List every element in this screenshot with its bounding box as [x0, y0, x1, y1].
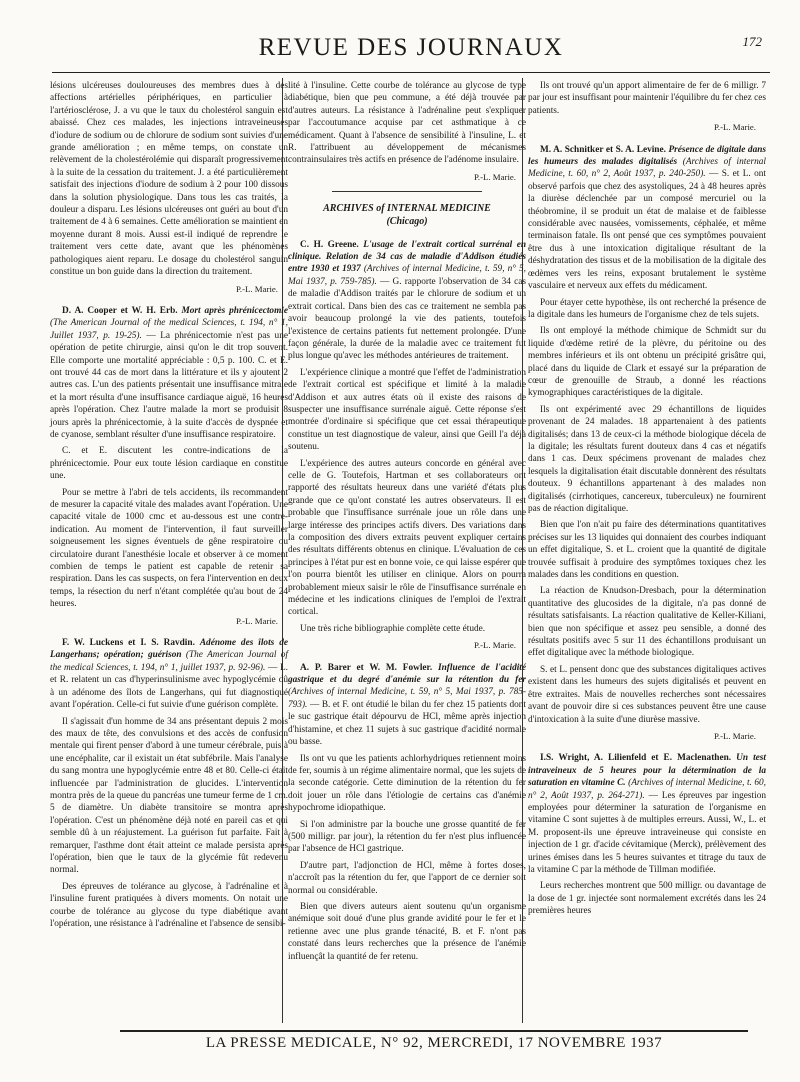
section-divider: [332, 191, 482, 192]
paragraph: La réaction de Knudson-Dresbach, pour la détermination quantitative des glucosides de la digitale, n'a pas donné de résultats satisfaisants. La réaction qualitative de Keller-Kiliani, bien que non spécifique et assez peu sensible, a donné des résultats positifs avec 5 sur 11 des échantillons produisant un effet digitalique avec la méthode biologique.: [528, 586, 766, 659]
article-text: — B. et F. ont étudié le bilan du fer chez 15 patients dont le suc gastrique était dépourvu de HCl, même après injection d'histamine, et chez 11 sujets à suc gastrique d'acidité normale ou basse.: [288, 699, 526, 748]
article-authors: C. H. Greene.: [300, 239, 359, 250]
article-title: Influence de l'acidité gastrique et du degré d'anémie sur la rétention du fer: [288, 662, 527, 686]
article-source: (Archives of internal Medicine, t. 60, n° 2, Août 1937, p. 240-250).: [528, 157, 766, 180]
paragraph: Pour se mettre à l'abri de tels accidents, ils recommandent de mesurer la capacité vitale des malades avant l'opération. Une capacité vitale de 1000 cmc et au-dessous est une contre-indication. Au moment de l'intervention, il faut surveiller soigneusement les signes éventuels de gêne respiratoire ou circulatoire durant l'anesthésie locale et observer à ce moment combien de temps le patient est capable de retenir sa respiration. Dans les cas suspects, on fera l'intervention en deux temps, la résection du nerf n'étant complétée qu'au bout de 24 heures.: [50, 487, 288, 610]
paragraph: Si l'on administre par la bouche une grosse quantité de fer (500 milligr. par jour), la rétention du fer n'est plus influencée par l'absence de HCl gastrique.: [288, 819, 526, 855]
article-text: — G. rapporte l'observation de 34 cas de maladie d'Addison traités par le chlorure de sodium et un extrait cortical. Dans bien des cas ce traitement ne sembla pas avoir beaucoup prolongé la vie des patients, toutefois l'existence de certains patients fut nettement prolongée. D'une façon générale, la durée de la maladie avec ce traitement fut plus longue qu'avec les méthodes antérieures de traitement.: [288, 276, 526, 362]
article-source: (The American Journal of the medical Sciences, t. 194, n° 1, juillet 1937, p. 92-96).: [50, 650, 288, 673]
journal-section-title: REVUE DES JOURNAUX: [258, 34, 564, 61]
paragraph: Il s'agissait d'un homme de 34 ans présentant depuis 2 mois des maux de tête, des convulsions et des accès de confusion mentale qui firent penser d'abord à une tumeur cérébrale, puis à une encéphalite, car il existait un état subfébrile. Mais l'analyse du sang montra une hypoglycémie entre 48 et 80. Celle-ci était influencée par l'administration de glucides. L'intervention montra près de la queue du pancréas une tumeur ferme de 1 cm. 5 de diamètre. Un diabète transitoire se montra après l'opération. C'est un phénomène déjà noté en pareil cas et qui semble dû à un réajustement. La guérison fut parfaite. Fait à remarquer, l'asthme dont était atteint ce malade persista après l'opération, bien que le taux de la glycémie fût redevenu normal.: [50, 716, 288, 876]
article-title: L'usage de l'extrait cortical surrénal en clinique. Relation de 34 cas de maladie d'Addison étudiés entre 1930 et 1937: [288, 239, 526, 275]
paragraph: L'expérience clinique a montré que l'effet de l'administration de l'extrait cortical est spécifique et limité à la maladie d'Addison et aux autres états où il existe des raisons de suspecter une insuffisance surrénale aiguë. Cette réponse s'est montrée d'ordinaire si spécifique que cet essai thérapeutique constitue un test diagnostique de valeur, ainsi que Geill l'a déjà soutenu.: [288, 367, 526, 453]
signature: P.-L. Marie.: [235, 615, 278, 626]
article-text: — L. et R. relatent un cas d'hyperinsulinisme avec hypoglycémie dû à un adénome des îlots de Langerhans, qui fut diagnostiqué avant l'opération. Celle-ci fut suivie d'une guérison complète.: [50, 662, 288, 711]
article-authors: M. A. Schnitker et S. A. Levine.: [540, 144, 666, 155]
article-source: (Archives of internal Medicine, t. 59, n° 5, Mai 1937, p. 759-785).: [288, 264, 527, 287]
article-paragraph: [50, 305, 288, 441]
article-paragraph: [288, 239, 526, 363]
article-text: — Les épreuves par ingestion employées pour déterminer la saturation de l'organisme en vitamine C sont sujettes à de multiples erreurs. Aussi, W., L. et M. proposent-ils une épreuve intraveineuse qui consiste en injection de 1 gr. d'acide cévitamique (Merck), prélèvement des urines émises dans les 5 heures suivantes et titrage du taux de la vitamine C par la méthode de Tillman modifiée.: [528, 790, 767, 875]
column-1: [50, 80, 288, 934]
paragraph: Bien que divers auteurs aient soutenu qu'un organisme anémique soit doué d'une plus grande avidité pour le fer et le retienne avec une plus grande ténacité, B. et F. n'ont pas constaté dans leurs recherches que la présence de l'anémie influençât la quantité de fer retenu.: [288, 901, 526, 962]
article-paragraph: [50, 637, 288, 711]
paragraph: Pour étayer cette hypothèse, ils ont recherché la présence de la digitale dans les humeurs de l'organisme chez de tels sujets.: [528, 297, 766, 320]
article-paragraph: [288, 662, 526, 749]
paragraph: Une très riche bibliographie complète cette étude.: [300, 623, 486, 634]
paragraph: Ils ont trouvé qu'un apport alimentaire de fer de 6 milligr. 7 par jour est insuffisant pour maintenir l'équilibre du fer chez ces patients.: [528, 81, 766, 116]
paragraph: Leurs recherches montrent que 500 milligr. ou davantage de la dose de 1 gr. injectée sont normalement excrétés dans les 24 premières heures: [528, 881, 766, 917]
article-authors: F. W. Luckens et I. S. Ravdin.: [62, 638, 195, 649]
article-title: Présence de digitale dans les humeurs des malades digitalisés: [528, 144, 767, 168]
paragraph: S. et L. pensent donc que des substances digitaliques actives existent dans les humeurs des sujets digitalisés et peuvent en être extraites. Mais de nouvelles recherches sont nécessaires avant de pouvoir dire si ces substances peuvent être une cause d'intoxication à la suite d'une diurèse massive.: [528, 664, 766, 725]
article-authors: I.S. Wright, A. Lilienfeld et E. Maclenathen.: [540, 753, 732, 764]
header-rule: [52, 72, 770, 73]
paragraph: lésions ulcéreuses douloureuses des membres dues à des affections artérielles périphériques, en particulier à l'artériosclérose, J. a vu que le taux du cholestérol sanguin est abaissé. Chez ces malades, les injections intraveineuses d'iodure de sodium ou de chlorure de sodium sont suivies d'une grande amélioration ; en même temps, on constate un relèvement de la cholestérolémie qui disparaît progressivement à la suite de la cessation du traitement. J. a été particulièrement satisfait des injections d'iodure de sodium à 2 pour 100 dissous dans la solution physiologique. Dans tous les cas traités, la douleur a disparu. Les lésions ulcéreuses ont guéri au bout d'un traitement de 4 à 6 semaines. Cette amélioration se maintient en moyenne durant 8 mois. Aussi est-il indiqué de reprendre le traitement vers cette date, avant que les phénomènes pathologiques aient reparu. Le dosage du cholestérol sanguin constitue un bon guide dans la direction du traitement.: [50, 81, 288, 278]
section-subheading: (Chicago): [386, 216, 428, 228]
article-authors: D. A. Cooper et W. H. Erb.: [62, 305, 178, 316]
paragraph: Bien que l'on n'ait pu faire des déterminations quantitatives précises sur les 13 liquides qui donnaient des courbes indiquant un effet digitalique, S. et L. croient que la quantité de digitale trouvée suffisait à produire des symptômes toxiques chez les malades dans les conditions en question.: [528, 520, 766, 581]
page-header: [52, 22, 770, 64]
signature: P.-L. Marie.: [473, 171, 516, 182]
article-title: Adénome des îlots de Langerhans; opération; guérison: [50, 638, 288, 661]
page-number: 172: [742, 34, 762, 49]
column-2: [288, 80, 526, 967]
article-title: Mort après phrénicectomie: [181, 305, 289, 316]
paragraph: L'expérience des autres auteurs concorde en général avec celle de G. Toutefois, Hartman et ses collaborateurs ont rapporté des résultats heureux dans une variété d'états plus grande que ce qu'ont constaté les autres observateurs. Il est probable que l'insuffisance surrénale joue un rôle dans une large intéresse des principes actifs divers. Des variations dans la composition des divers extraits peuvent expliquer certains des résultats différents obtenus en clinique. L'évaluation de ces principes à l'état pur est en bonne voie, ce qui laisse espérer que l'on pourra bientôt les utiliser en clinique. Alors on pourra probablement mieux saisir le rôle de l'insuffisance surrénale en médecine et les indications cliniques de l'emploi de l'extrait cortical.: [288, 458, 526, 618]
paragraph: Ils ont employé la méthode chimique de Schmidt sur du liquide d'œdème retiré de la plèvre, du péritoine ou des membres inférieurs et ils ont obtenu un précipité grisâtre qui, placé dans du liquide de Clark et essayé sur la préparation de cœur de grenouille de Straub, a donné les réactions kymographiques caractéristiques de la digitale.: [528, 326, 766, 399]
article-source: (Archives of internal Medicine, t. 59, n° 5, Mai 1937, p. 785-793).: [288, 687, 526, 710]
signature: P.-L. Marie.: [235, 283, 278, 294]
paragraph: lité à l'insuline. Cette courbe de tolérance au glycose de type diabétique, bien que peu commune, a été déjà trouvée par d'autres auteurs. La résistance à l'adrénaline peut s'expliquer par l'accoutumance acquise par cet asthmatique à ce médicament. Quant à l'absence de sensibilité à l'insuline, L. et R. l'attribuent au développement de mécanismes contrainsulaires très actifs en présence de l'adénome insulaire.: [288, 81, 526, 166]
page-footer: [120, 1030, 748, 1056]
article-text: — La phrénicectomie n'est pas une opération de petite chirurgie, ainsi qu'on le dit trop souvent. Elle comporte une mortalité appréciable : 0,5 p. 100. C. et E. ont trouvé 44 cas de mort dans la littérature et ils y ajoutent 2 autres cas. L'un des patients présentait une insuffisance mitrale et la mort résulta d'une insuffisance cardiaque aiguë, 16 heures après l'opération. Chez l'autre malade la mort se produisit 8 jours après la phrénicectomie, à la suite d'accès de dyspnée et de cyanose, semblant résulter d'une insuffisance respiratoire.: [50, 330, 288, 440]
paragraph: Ils ont expérimenté avec 29 échantillons de liquides provenant de 24 malades. 18 appartenaient à des patients digitalisés; dans 13 de ceux-ci la méthode biologique décela de la digitale; les résultats furent douteux dans 4 cas et négatifs dans 1 cas. Deux spécimens provenant de malades chez lesquels la digitalisation était discutable donnèrent des résultats douteux. 9 échantillons appartenant à des malades non digitalisés (cirrhotiques, cancereux, tuberculeux) ne fournirent pas de réaction digitalique.: [528, 404, 766, 514]
footer-journal-line: LA PRESSE MEDICALE, N° 92, MERCREDI, 17 NOVEMBRE 1937: [205, 1035, 663, 1051]
paragraph: C. et E. discutent les contre-indications de la phrénicectomie. Pour eux toute lésion cardiaque en constitue une.: [50, 446, 288, 482]
signature: P.-L. Marie.: [713, 122, 756, 133]
article-text: — S. et L. ont observé parfois que chez des asystoliques, 24 à 48 heures après la diurèse déclenchée par un composé mercuriel ou la théobromine, il se produit un état de malaise et de faiblesse considérable avec nausées, vomissements, céphalée, et même terminaison fatale. Ils ont pensé que ces symptômes pouvaient être dus à une intoxication digitalique résultant de la déshydratation des tissus et de la mobilisation de la digitale des œdèmes vers les reins, exposant brutalement le système vasculaire et nerveux aux effets du médicament.: [528, 169, 767, 292]
paragraph: Ils ont vu que les patients achlorhydriques retiennent moins de fer, soumis à un régime alimentaire normal, que les sujets de la seconde catégorie. Cette diminution de la rétention du fer doit jouer un rôle dans l'étiologie de certains cas d'anémie hypochrome idiopathique.: [288, 753, 526, 814]
paragraph: Des épreuves de tolérance au glycose, à l'adrénaline et à l'insuline furent pratiquées à divers moments. On notait une courbe de tolérance au glycose du type diabétique avant l'opération, une résistance à l'adrénaline et l'absence de sensibi-: [50, 881, 288, 929]
section-heading: ARCHIVES of INTERNAL MEDICINE: [323, 203, 491, 215]
article-source: (The American Journal of the medical Sciences, t. 194, n° 1, Juillet 1937, p. 19-25).: [50, 318, 288, 341]
article-source: (Archives of internal Medicine, t. 60, n° 2, Août 1937, p. 264-271).: [528, 778, 766, 801]
article-paragraph: [528, 144, 766, 293]
paragraph: D'autre part, l'adjonction de HCl, même à fortes doses, n'accroît pas la rétention du fer, que l'apport de ce dernier soit normal ou considérable.: [288, 860, 526, 896]
column-3: [528, 80, 766, 922]
article-paragraph: [528, 752, 766, 876]
article-title: Un test intraveineux de 5 heures pour la détermination de la saturation en vitamine C.: [528, 753, 766, 789]
signature: P.-L. Marie.: [473, 640, 516, 651]
article-authors: A. P. Barer et W. M. Fowler.: [300, 662, 433, 673]
signature: P.-L. Marie.: [713, 730, 756, 741]
